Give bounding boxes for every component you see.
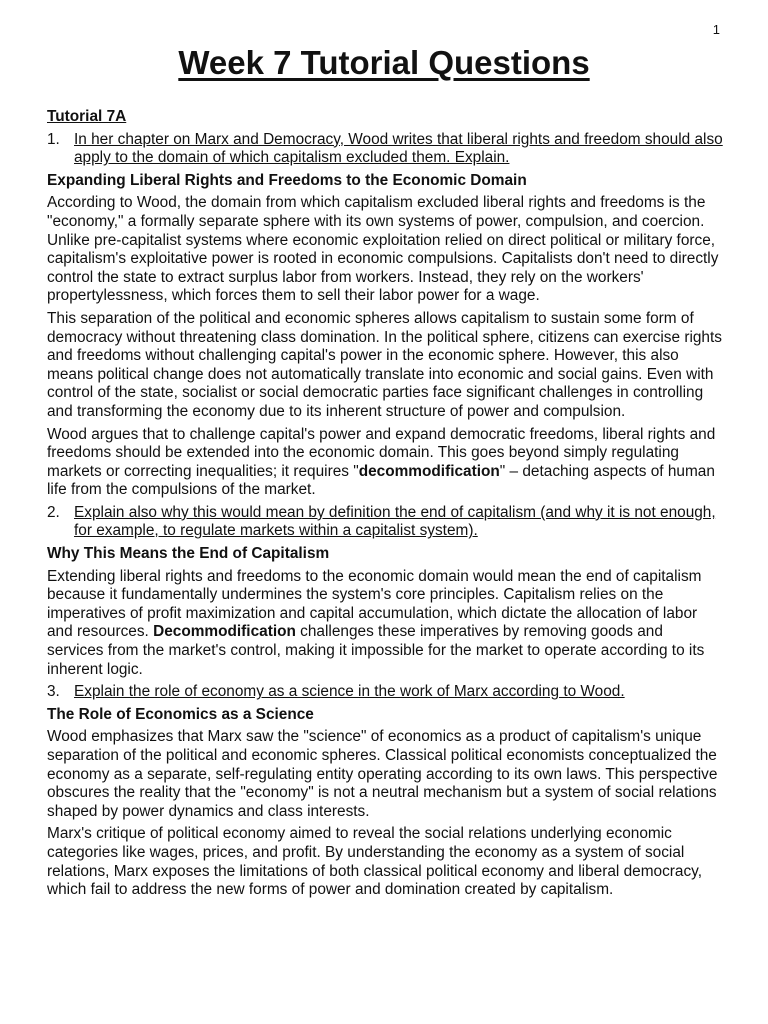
text-run: " – detaching aspects of human life from the compulsions of the market.: [47, 462, 715, 499]
question-text: Explain also why this would mean by definition the end of capitalism (and why it is not enough, for example, to regulate markets within a capitalist system).: [74, 503, 716, 540]
question-number: 1.: [47, 130, 60, 148]
document-body: [47, 108, 723, 904]
section-heading-end-of-capitalism: Why This Means the End of Capitalism: [47, 545, 330, 563]
section-heading-economics-science: The Role of Economics as a Science: [47, 705, 314, 723]
text-run: Wood argues that to challenge capital's power and expand democratic freedoms, liberal rights and freedoms should be extended into the economic domain. This goes beyond simply regulating markets or correcting inequalities; it requires ": [47, 425, 716, 480]
question-number: 3.: [47, 683, 60, 701]
question-number: 2.: [47, 503, 60, 521]
paragraph: Marx's critique of political economy aimed to reveal the social relations underlying economic categories like wages, prices, and profit. By understanding the economy as a system of social relations, Marx exposes the limitations of both classical political economy and liberal democracy, which fail to address the new forms of power and domination created by capitalism.: [47, 825, 702, 899]
page-title: Week 7 Tutorial Questions: [178, 44, 590, 81]
question-text: Explain the role of economy as a science in the work of Marx according to Wood.: [74, 683, 625, 701]
question-text: In her chapter on Marx and Democracy, Wood writes that liberal rights and freedom should also apply to the domain of which capitalism excluded them. Explain.: [74, 130, 723, 167]
text-run: challenges these imperatives by removing goods and services from the market's control, making it impossible for the market to operate according to its inherent logic.: [47, 623, 705, 678]
question-3: [47, 683, 723, 702]
bold-term: decommodification: [358, 462, 500, 480]
paragraph: [47, 568, 723, 680]
text-run: Extending liberal rights and freedoms to the economic domain would mean the end of capitalism because it fundamentally undermines the system's core principles. Capitalism relies on the imperatives of profit maximization and capital accumulation, which dictate the allocation of labor and resources.: [47, 567, 702, 641]
bold-term: Decommodification: [153, 623, 296, 641]
question-1: [47, 131, 723, 168]
paragraph: Wood emphasizes that Marx saw the "science" of economics as a product of capitalism's unique separation of the political and economic spheres. Classical political economists conceptualized the economy as a separate, self-regulating entity operating according to its own laws. This perspective obscures the reality that the "economy" is not a neutral mechanism but a system of social relations shaped by power dynamics and class interests.: [47, 728, 718, 820]
tutorial-label: Tutorial 7A: [47, 108, 127, 125]
question-2: [47, 504, 723, 541]
paragraph: [47, 426, 723, 500]
paragraph: This separation of the political and economic spheres allows capitalism to sustain some form of democracy without threatening class domination. In the political sphere, citizens can exercise rights and freedoms without challenging capital's power in the economic sphere. However, this also means political change does not automatically translate into economic and social gains. Even with control of the state, socialist or social democratic parties face significant challenges in controlling and transforming the economy due to its inherent structure of power and compulsion.: [47, 309, 722, 420]
section-heading-expanding-rights: Expanding Liberal Rights and Freedoms to the Economic Domain: [47, 171, 527, 189]
page-number: 1: [712, 22, 720, 37]
paragraph: According to Wood, the domain from which capitalism excluded liberal rights and freedoms is the "economy," a formally separate sphere with its own systems of power, compulsion, and coercion. Unlike pre-capitalist systems where economic exploitation relied on direct political or military force, capitalism's exploitative power is rooted in economic compulsions. Capitalists don't need to directly control the state to extract surplus labor from workers. Instead, they rely on the workers' propertylessness, which forces them to sell their labor power for a wage.: [47, 194, 719, 305]
